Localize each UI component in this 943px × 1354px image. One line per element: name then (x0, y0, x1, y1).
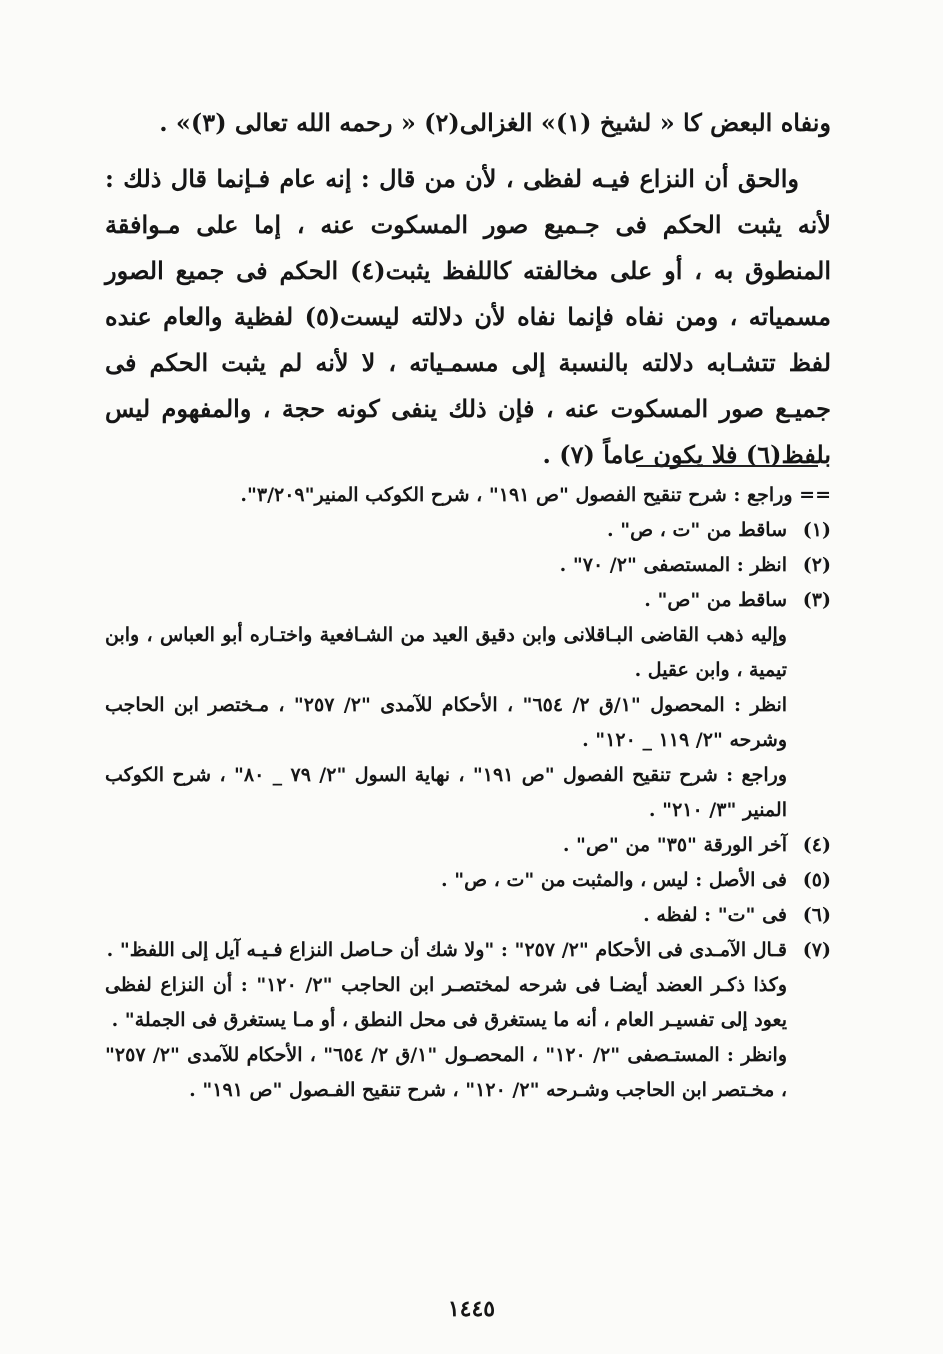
footnote-number: (٣) (802, 589, 831, 611)
footnote-text: وكذا ذكـر العضد أيضـا فى شرحه لمختصـر ابن الحاجب "٢/ ١٢٠" : أن النزاع لفظى يعود إلى تفسيـر العام ، أنه ما يستغرق فى محل النطق ، أو مـا يستغرق فى الجملة" . (105, 974, 787, 1031)
footnote-3-continuation-a (105, 618, 831, 688)
footnote-text: ساقط من "ص" . (644, 589, 787, 611)
main-paragraph-1: ونفاه البعض كا « لشيخ (١)» الغزالى(٢) « رحمه الله تعالى (٣)» . (159, 108, 831, 137)
footnote-7-continuation-a (105, 968, 831, 1038)
footnote-1 (105, 513, 831, 548)
footnote-number: (٤) (802, 834, 831, 856)
footnote-text: فى "ت" : لفظه . (643, 904, 787, 926)
footnotes (105, 478, 831, 1108)
footnote-text: وانظر : المستـصفى "٢/ ١٢٠" ، المحصـول "١/ق ٢/ ٦٥٤" ، الأحكام للآمدى "٢/ ٢٥٧" ، مخـتصر ابن الحاجب وشـرحه "٢/ ١٢٠" ، شرح تنقيح الفـصول "ص ١٩١" . (105, 1044, 788, 1101)
main-paragraph-2: والحق أن النزاع فيـه لفظى ، لأن من قال : إنه عام فـإنما قال ذلك : لأنه يثبت الحكم فى جـميع صور المسكوت عنه ، إما على مـوافقة المنطوق به ، أو على مخالفته كاللفظ يثبت(٤) الحكم فى جميع الصور مسمياته ، ومن نفاه فإنما نفاه لأن دلالته ليست(٥) لفظية والعام عنده لفظ تتشـابه دلالته بالنسبة إلى مسمـياته ، لا لأنه لم يثبت الحكم فى جميـع صور المسكوت عنه ، فإن ذلك ينفى كونه حجة ، والمفهوم ليس بلفظ(٦) فلا يكون عاماً (٧) . (105, 164, 831, 469)
footnote-number: (٦) (802, 904, 831, 926)
footnote-7 (105, 933, 831, 968)
footnote-number: (٥) (802, 869, 831, 891)
footnote-continuation (105, 478, 831, 513)
main-text (105, 100, 831, 488)
footnote-5 (105, 863, 831, 898)
footnote-text: وإليه ذهب القاضى البـاقلانى وابن دقيق العيد من الشـافعية واختـاره أبو العباس ، وابن تيمية ، وابن عقيل . (105, 624, 787, 681)
footnote-3-continuation-b (105, 688, 831, 758)
footnote-text: انظر : المستصفى "٢/ ٧٠" . (559, 554, 787, 576)
page-number: ١٤٤٥ (447, 1296, 496, 1322)
footnote-7-continuation-b (105, 1038, 831, 1108)
footnote-text: قـال الآمـدى فى الأحكام "٢/ ٢٥٧" : "ولا شك أن حـاصل النزاع فـيـه آيل إلى اللفظ" . (106, 939, 787, 961)
footnote-number: (٧) (802, 939, 831, 961)
footnote-3 (105, 583, 831, 618)
footnote-text: ساقط من "ت ، ص" . (607, 519, 787, 541)
footnote-4 (105, 828, 831, 863)
footnote-2 (105, 548, 831, 583)
footnote-number: (١) (802, 519, 831, 541)
footnote-text: انظر : المحصول "١/ق ٢/ ٦٥٤" ، الأحكام للآمدى "٢/ ٢٥٧" ، مـختصر ابن الحاجب وشرحه "٢/ ١١٩ _ ١٢٠" . (105, 694, 788, 751)
footnote-3-continuation-c (105, 758, 831, 828)
footnote-separator (636, 465, 818, 467)
footnote-text: فى الأصل : ليس ، والمثبت من "ت ، ص" . (441, 869, 787, 891)
footnote-6 (105, 898, 831, 933)
footnote-text: == وراجع : شرح تنقيح الفصول "ص ١٩١" ، شرح الكوكب المنير"٣/٢٠٩". (240, 484, 831, 506)
footnote-number: (٢) (802, 554, 831, 576)
footnote-text: وراجع : شرح تنقيح الفصول "ص ١٩١" ، نهاية السول "٢/ ٧٩ _ ٨٠" ، شرح الكوكب المنير "٣/ ٢١٠" . (105, 764, 788, 821)
footnote-text: آخر الورقة "٣٥" من "ص" . (562, 834, 787, 856)
